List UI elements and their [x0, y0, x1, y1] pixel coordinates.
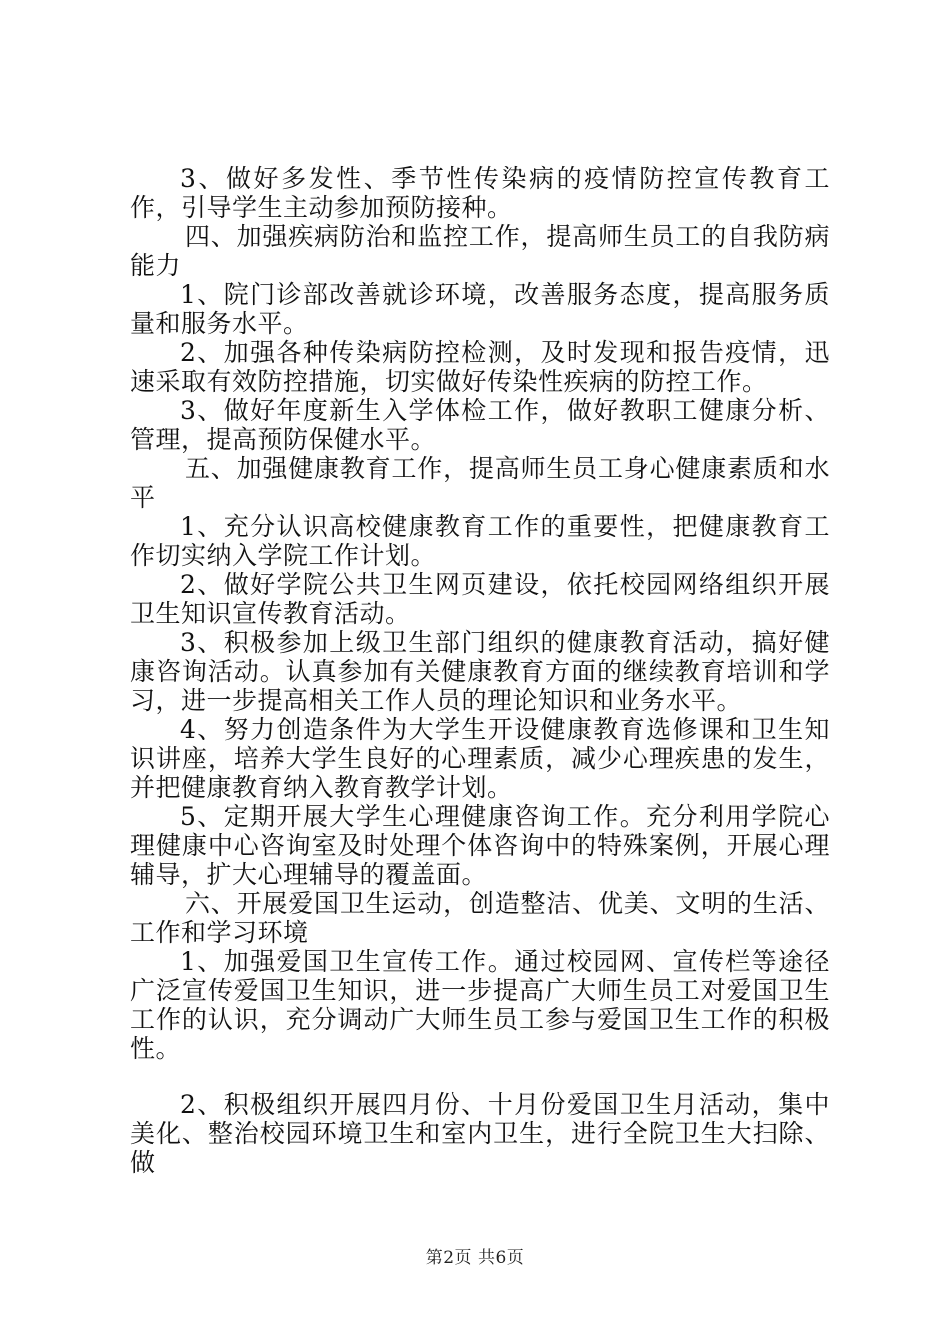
paragraph-item-6-2: 2、积极组织开展四月份、十月份爱国卫生月活动，集中美化、整治校园环境卫生和室内卫生，进行全院卫生大扫除、做 [130, 1090, 830, 1177]
section-heading-6: 六、开展爱国卫生运动，创造整洁、优美、文明的生活、工作和学习环境 [130, 889, 830, 947]
section-heading-4: 四、加强疾病防治和监控工作，提高师生员工的自我防病能力 [130, 222, 830, 280]
paragraph-item-5-5: 5、定期开展大学生心理健康咨询工作。充分利用学院心理健康中心咨询室及时处理个体咨询中的特殊案例，开展心理辅导，扩大心理辅导的覆盖面。 [130, 802, 830, 889]
paragraph-item-5-3: 3、积极参加上级卫生部门组织的健康教育活动，搞好健康咨询活动。认真参加有关健康教育方面的继续教育培训和学习，进一步提高相关工作人员的理论知识和业务水平。 [130, 628, 830, 715]
paragraph-item-4-2: 2、加强各种传染病防控检测，及时发现和报告疫情，迅速采取有效防控措施，切实做好传染性疾病的防控工作。 [130, 338, 830, 396]
paragraph-item-6-1: 1、加强爱国卫生宣传工作。通过校园网、宣传栏等途径广泛宣传爱国卫生知识，进一步提高广大师生员工对爱国卫生工作的认识，充分调动广大师生员工参与爱国卫生工作的积极性。 [130, 947, 830, 1063]
paragraph-item-5-1: 1、充分认识高校健康教育工作的重要性，把健康教育工作切实纳入学院工作计划。 [130, 512, 830, 570]
page-number-footer: 第2页 共6页 [425, 1248, 525, 1268]
paragraph-item-3: 3、做好多发性、季节性传染病的疫情防控宣传教育工作，引导学生主动参加预防接种。 [130, 164, 830, 222]
document-body [130, 164, 830, 1177]
paragraph-item-4-1: 1、院门诊部改善就诊环境，改善服务态度，提高服务质量和服务水平。 [130, 280, 830, 338]
paragraph-item-5-4: 4、努力创造条件为大学生开设健康教育选修课和卫生知识讲座，培养大学生良好的心理素质，减少心理疾患的发生，并把健康教育纳入教育教学计划。 [130, 715, 830, 802]
paragraph-item-4-3: 3、做好年度新生入学体检工作，做好教职工健康分析、管理，提高预防保健水平。 [130, 396, 830, 454]
paragraph-item-5-2: 2、做好学院公共卫生网页建设，依托校园网络组织开展卫生知识宣传教育活动。 [130, 570, 830, 628]
section-heading-5: 五、加强健康教育工作，提高师生员工身心健康素质和水平 [130, 454, 830, 512]
